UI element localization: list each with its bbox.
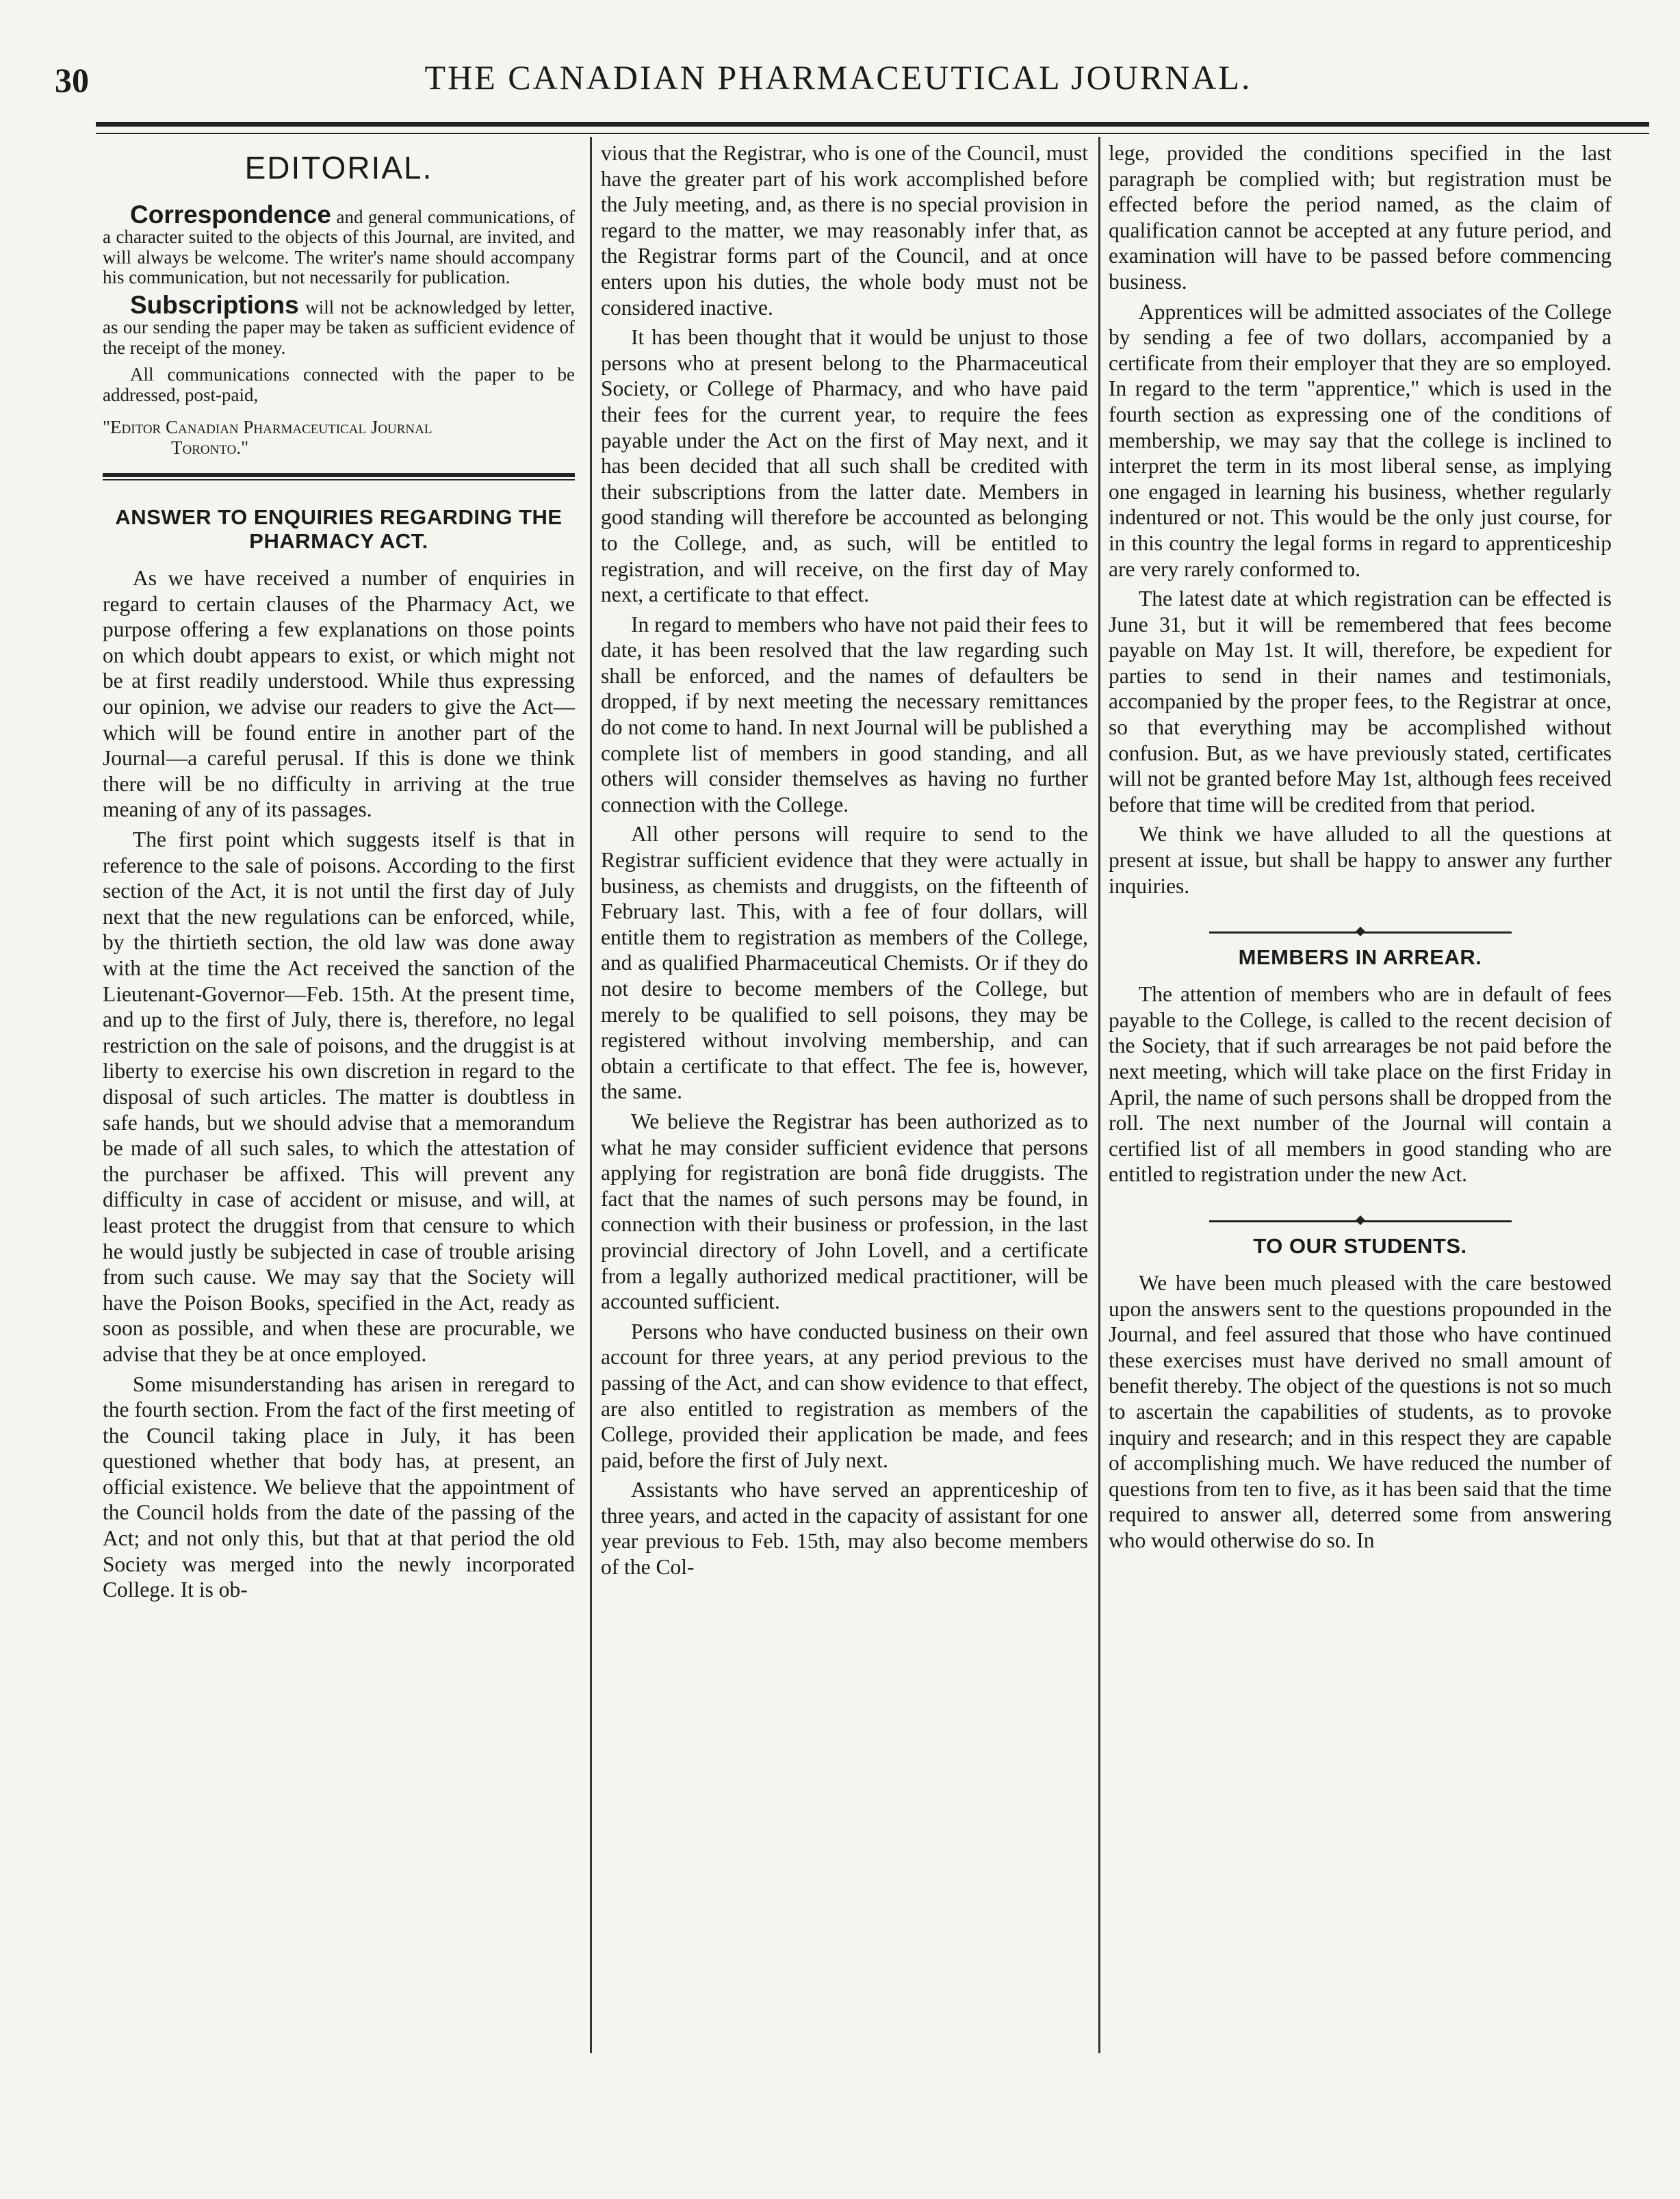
editor-address <box>103 417 575 458</box>
paragraph: As we have received a number of enquiries in regard to certain clauses of the Pharmacy Act, we purpose offering a few explanations on those points on which doubt appears to exist, or which might not be at first readily understood. While thus expressing our opinion, we advise our readers to give the Act—which will be found entire in another part of the Journal—a careful perusal. If this is done we think there will be no difficulty in arriving at the true meaning of any of its passages. <box>103 566 575 822</box>
article-title-to-our-students: TO OUR STUDENTS. <box>1253 1233 1467 1258</box>
address-line-2: Toronto." <box>171 437 249 458</box>
page-number: 30 <box>55 61 89 99</box>
section-ornament <box>1109 1207 1612 1213</box>
subscriptions-text: will not be acknowledged by letter, as our sending the paper may be taken as sufficient evidence of the receipt of the money. <box>103 296 576 358</box>
editorial-title: EDITORIAL. <box>244 150 433 185</box>
header-rule-thin <box>96 133 1649 134</box>
paragraph: We have been much pleased with the care bestowed upon the answers sent to the questions propounded in the Journal, and feel assured that those who have continued these exercises must have derived no small amount of benefit thereby. The object of the questions is not so much to ascertain the capabilities of students, as to provoke inquiry and research; and in this respect they are capable of accomplishing much. We have reduced the number of questions from ten to five, as it has been said that the time required to answer all, deterred some from answering who would otherwise do so. In <box>1109 1270 1612 1552</box>
correspondence-text: and general communications, of a character suited to the objects of this Journal, are invited, and will always be welcome. The writer's name should accompany his communication, but not necessarily for publication. <box>103 206 576 288</box>
paragraph: Apprentices will be admitted associates of the College by sending a fee of two dollars, accompanied by a certificate from their employer that they are so employed. In regard to the term "apprentice," which is used in the fourth section as expressing one of the conditions of membership, we may say that the college is inclined to interpret the term in its most liberal sense, as implying one engaged in learning his business, whether regularly indentured or not. This would be the only just course, for in this country the legal forms in regard to apprenticeship are very rarely conformed to. <box>1109 299 1612 581</box>
section-rule <box>103 473 575 477</box>
paragraph: vious that the Registrar, who is one of the Council, must have the greater part of his work accomplished before the July meeting, and, as there is no special provision in regard to the matter, we may reasonably infer that, as the Registrar forms part of the Council, and at once enters upon his duties, the whole body must not be considered inactive. <box>601 141 1088 320</box>
section-rule-thin <box>103 479 575 480</box>
section-ornament <box>1109 918 1612 925</box>
column-divider <box>590 137 592 2053</box>
paragraph: We think we have alluded to all the questions at present at issue, but shall be happy to answer any further inquiries. <box>1109 822 1612 898</box>
paragraph: It has been thought that it would be unjust to those persons who at present belong to the Pharmaceutical Society, or College of Pharmacy, and who have paid their fees for the current year, to require the fees payable under the Act on the first of May next, and it has been decided that all such shall be credited with their subscriptions from the latter date. Members in good standing will therefore be accounted as belonging to the College, and, as such, will be entitled to registration, and will receive, on the first day of May next, a certificate to that effect. <box>601 325 1088 607</box>
correspondence-lead: Correspondence <box>130 200 332 229</box>
paragraph: We believe the Registrar has been authorized as to what he may consider sufficient evidence that persons applying for registration are bonâ fide druggists. The fact that the names of such persons may be found, in connection with their business or profession, in the last provincial directory of John Lovell, and a certificate from a legally authorized medical practitioner, will be accounted sufficient. <box>601 1109 1088 1314</box>
column-3 <box>1109 140 1612 1558</box>
paragraph: All other persons will require to send to the Registrar sufficient evidence that they were actually in business, as chemists and druggists, on the fifteenth of February last. This, with a fee of four dollars, will entitle them to registration as members of the College, and as qualified Pharmaceutical Chemists. Or if they do not desire to become members of the College, but merely to be qualified to sell poisons, they may be registered without involving membership, and can obtain a certificate to that effect. The fee is, however, the same. <box>601 822 1088 1104</box>
article-title-members-in-arrear: MEMBERS IN ARREAR. <box>1238 945 1482 970</box>
page-header <box>48 55 1629 110</box>
communications-notice: All communications connected with the paper to be addressed, post-paid, <box>103 364 575 405</box>
column-divider <box>1098 137 1100 2053</box>
paragraph: Persons who have conducted business on their own account for three years, at any period previous to the passing of the Act, and can show evidence to that effect, are also entitled to registration as members of the College, provided their application be made, and fees paid, before the first of July next. <box>601 1319 1088 1472</box>
address-line-1: "Editor Canadian Pharmaceutical Journal <box>103 417 432 438</box>
editorial-notice <box>103 200 576 459</box>
paragraph: lege, provided the conditions specified in the last paragraph be complied with; but registration must be effected before the period named, as the claim of qualification cannot be accepted at any future period, and examination will have to be passed before commencing business. <box>1109 141 1612 294</box>
paragraph: In regard to members who have not paid their fees to date, it has been resolved that the law regarding such shall be enforced, and the names of defaulters be dropped, if by next meeting the necessary remittances do not come to hand. In next Journal will be published a complete list of members in good standing, and all others will consider themselves as having no further connection with the College. <box>601 612 1088 816</box>
paragraph: Some misunderstanding has arisen in reregard to the fourth section. From the fact of the first meeting of the Council taking place in July, it has been questioned whether that body has, at present, an official existence. We believe that the appointment of the Council holds from the date of the passing of the Act; and not only this, but that at that period the old Society was merged into the newly incorporated College. It is ob- <box>103 1372 575 1602</box>
column-1 <box>103 140 575 1607</box>
journal-title: THE CANADIAN PHARMACEUTICAL JOURNAL. <box>424 58 1252 97</box>
article-title-pharmacy-act: ANSWER TO ENQUIRIES REGARDING THE PHARMACY ACT. <box>115 505 563 554</box>
column-2 <box>601 140 1088 1584</box>
header-rule <box>96 122 1649 127</box>
correspondence-notice <box>103 200 576 288</box>
subscriptions-lead: Subscriptions <box>130 290 299 319</box>
paragraph: Assistants who have served an apprenticeship of three years, and acted in the capacity of assistant for one year previous to Feb. 15th, may also become members of the Col- <box>601 1478 1088 1580</box>
paragraph: The attention of members who are in default of fees payable to the College, is called to the recent decision of the Society, that if such arrearages be not paid before the next meeting, which will take place on the first Friday in April, the name of such persons shall be dropped from the roll. The next number of the Journal will contain a certified list of all members in good standing who are entitled to registration under the new Act. <box>1109 982 1612 1187</box>
subscriptions-notice <box>103 290 576 359</box>
paragraph: The first point which suggests itself is that in reference to the sale of poisons. According to the first section of the Act, it is not until the first day of July next that the new regulations can be enforced, while, by the thirtieth section, the old law was done away with at the time the Act received the sanction of the Lieutenant-Governor—Feb. 15th. At the present time, and up to the first of July, there is, therefore, no legal restriction on the sale of poisons, and the druggist is at liberty to exercise his own discretion in regard to the disposal of such articles. The matter is doubtless in safe hands, but we should advise that a memorandum be made of all such sales, to which the attestation of the purchaser be affixed. This will prevent any difficulty in case of accident or misuse, and will, at least protect the druggist from that censure to which he would justly be subjected in case of trouble arising from such cause. We may say that the Society will have the Poison Books, specified in the Act, ready as soon as possible, and when these are procurable, we advise that they be at once employed. <box>103 827 575 1366</box>
paragraph: The latest date at which registration can be effected is June 31, but it will be remembered that fees become payable on May 1st. It will, therefore, be expedient for parties to send in their names and testimonials, accompanied by the proper fees, to the Registrar at once, so that everything may be accomplished without confusion. But, as we have previously stated, certificates will not be granted before May 1st, although fees received before that time will be credited from that period. <box>1109 587 1612 816</box>
